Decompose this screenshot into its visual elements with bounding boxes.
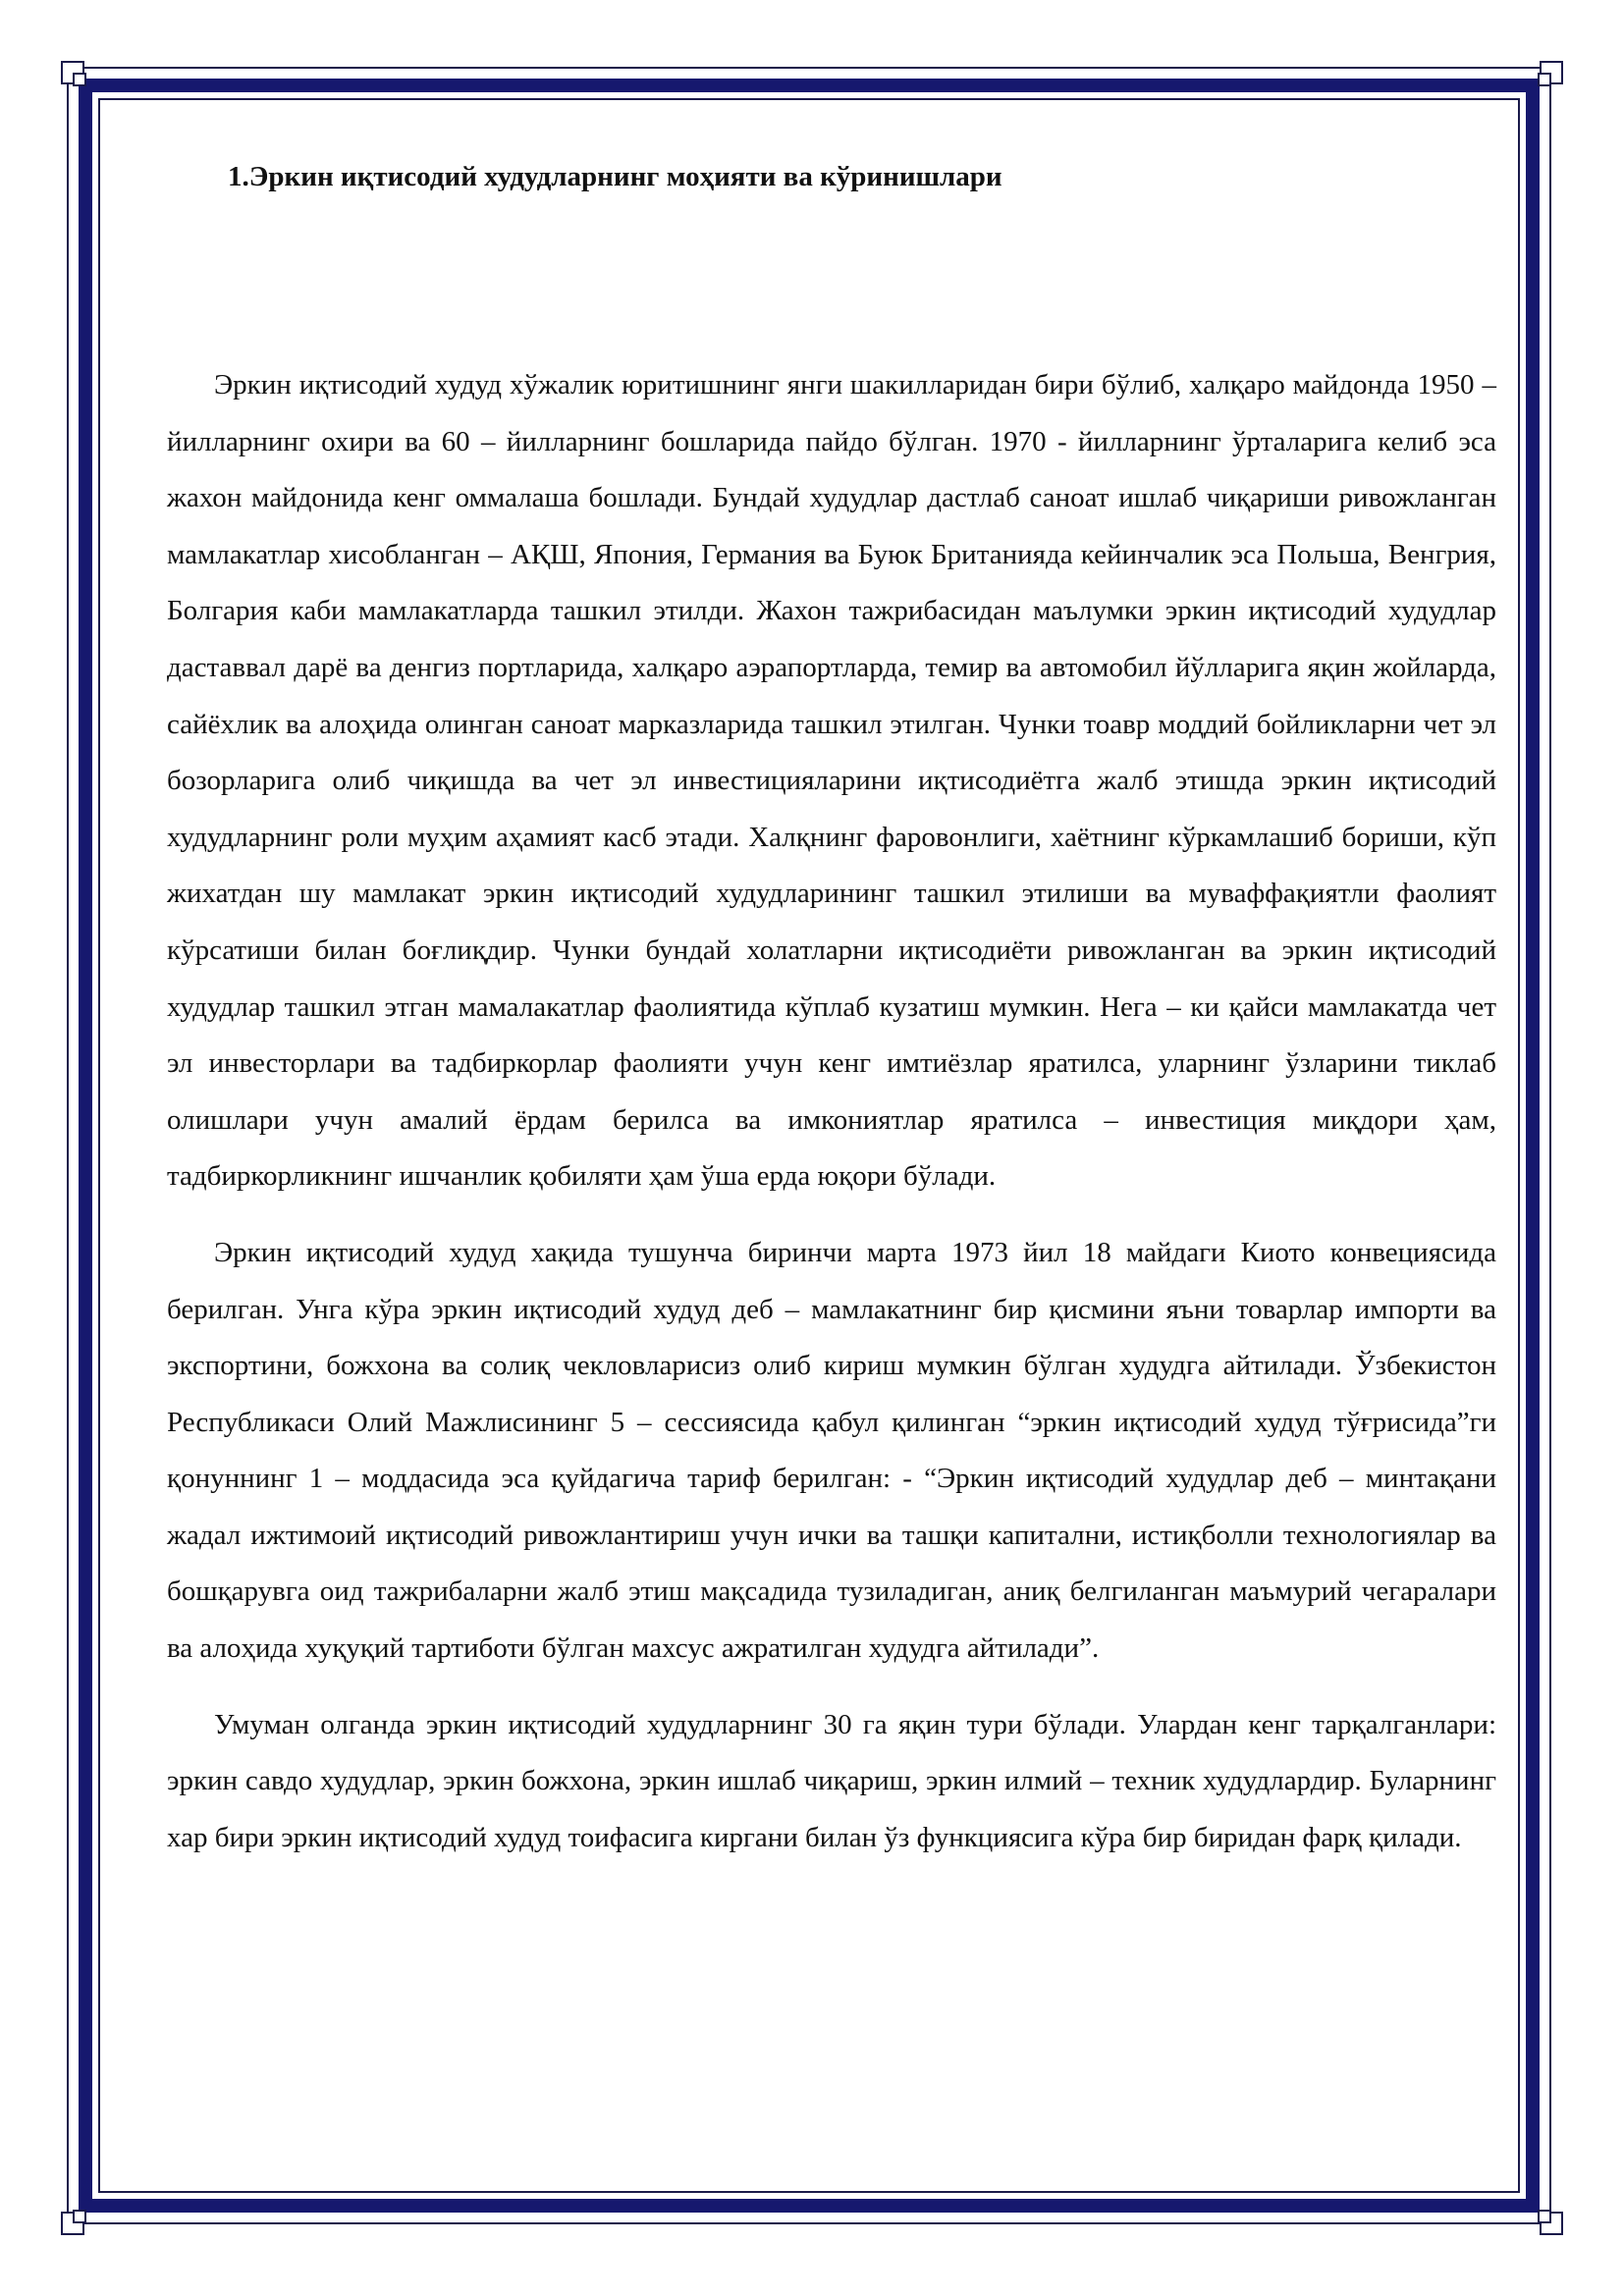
frame-corner-ornament [61, 61, 100, 100]
paragraph-1: Эркин иқтисодий худуд хўжалик юритишнинг янги шакилларидан бири бўлиб, халқаро майдонда 1950 – йилларнинг охири ва 60 – йилларнинг бошларида пайдо бўлган. 1970 - йилларнинг ўрталарига келиб эса жахон майдонида кенг оммалаша бошлади. Бундай худудлар дастлаб саноат ишлаб чиқариши ривожланган мамлакатлар хисобланган – АҚШ, Япония, Германия ва Буюк Британияда кейинчалик эса Польша, Венгрия, Болгария каби мамлакатларда ташкил этилди. Жахон тажрибасидан маълумки эркин иқтисодий худудлар даставвал дарё ва денгиз портларида, халқаро аэрапортларда, темир ва автомобил йўлларига яқин жойларда, сайёхлик ва алоҳида олинган саноат марказларида ташкил этилган. Чунки тоавр моддий бойликларни чет эл бозорларига олиб чиқишда ва чет эл инвестицияларини иқтисодиётга жалб этишда эркин иқтисодий худудларнинг роли муҳим аҳамият касб этади. Халқнинг фаровонлиги, хаётнинг кўркамлашиб бориши, кўп жихатдан шу мамлакат эркин иқтисодий худудларининг ташкил этилиши ва муваффақиятли фаолият кўрсатиши билан боғлиқдир. Чунки бундай холатларни иқтисодиёти ривожланган ва эркин иқтисодий худудлар ташкил этган мамалакатлар фаолиятида кўплаб кузатиш мумкин. Нега – ки қайси мамлакатда чет эл инвесторлари ва тадбиркорлар фаолияти учун кенг имтиёзлар яратилса, уларнинг ўзларини тиклаб олишлари учун амалий ёрдам берилса ва имкониятлар яратилса – инвестиция миқдори ҳам, тадбиркорликнинг ишчанлик қобиляти ҳам ўша ерда юқори бўлади. [167, 369, 1496, 1193]
paragraph-3: Умуман олганда эркин иқтисодий худудларнинг 30 га яқин тури бўлади. Улардан кенг тарқалганлари: эркин савдо худудлар, эркин божхона, эркин ишлаб чиқариш, эркин илмий – техник худудлардир. Буларнинг хар бири эркин иқтисодий худуд тоифасига киргани билан ўз функциясига кўра бир биридан фарқ қилади. [167, 1708, 1496, 1853]
frame-corner-ornament [1524, 61, 1563, 100]
frame-corner-ornament [61, 2196, 100, 2235]
paragraph-2: Эркин иқтисодий худуд хақида тушунча биринчи марта 1973 йил 18 майдаги Киото конвециясида берилган. Унга кўра эркин иқтисодий худуд деб – мамлакатнинг бир қисмини яъни товарлар импорти ва экспортини, божхона ва солиқ чекловларисиз олиб кириш мумкин бўлган худудга айтилади. Ўзбекистон Республикаси Олий Мажлисининг 5 – сессиясида қабул қилинган “эркин иқтисодий худуд тўғрисида”ги қонуннинг 1 – моддасида эса қуйдагича тариф берилган: - “Эркин иқтисодий худудлар деб – минтақани жадал ижтимоий иқтисодий ривожлантириш учун ички ва ташқи капитални, истиқболли технологиялар ва бошқарувга оид тажрибаларни жалб этиш мақсадида тузиладиган, аниқ белгиланган маъмурий чегаралари ва алоҳида хуқуқий тартиботи бўлган махсус ажратилган худудга айтилади”. [167, 1236, 1496, 1665]
section-heading: 1.Эркин иқтисодий худудларнинг моҳияти ва кўринишлари [228, 161, 1002, 192]
frame-corner-ornament [1524, 2196, 1563, 2235]
document-body [167, 147, 1496, 1866]
